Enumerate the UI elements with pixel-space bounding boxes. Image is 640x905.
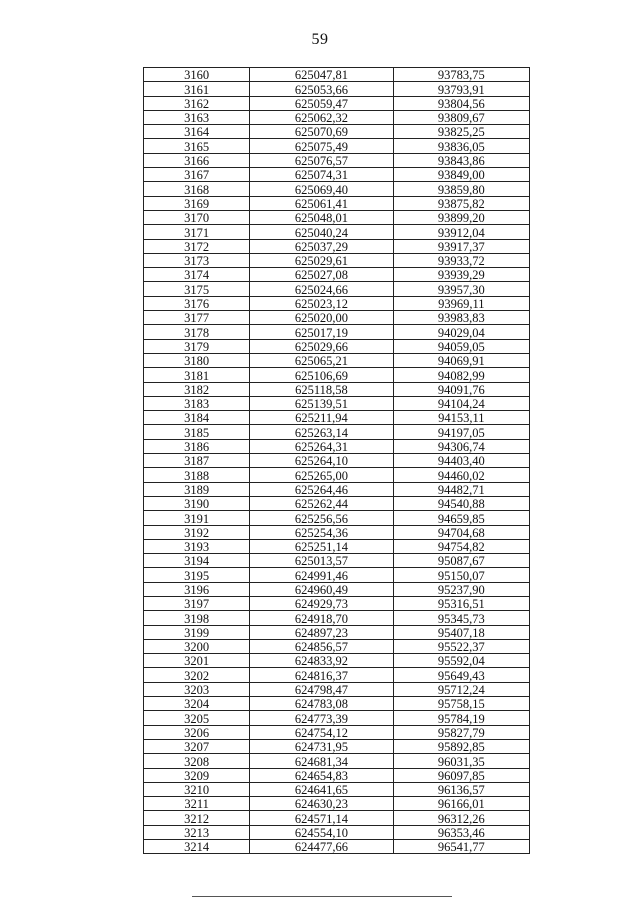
table-row <box>144 425 530 439</box>
point-number-cell: 3213 <box>144 825 250 839</box>
y-coordinate-cell: 93783,75 <box>393 68 529 82</box>
x-coordinate-cell: 625069,40 <box>250 182 393 196</box>
x-coordinate-cell: 625075,49 <box>250 139 393 153</box>
table-row <box>144 682 530 696</box>
table-row <box>144 654 530 668</box>
y-coordinate-cell: 95592,04 <box>393 654 529 668</box>
x-coordinate-cell: 624991,46 <box>250 568 393 582</box>
table-row <box>144 325 530 339</box>
point-number-cell: 3199 <box>144 625 250 639</box>
y-coordinate-cell: 96136,57 <box>393 782 529 796</box>
x-coordinate-cell: 625061,41 <box>250 196 393 210</box>
y-coordinate-cell: 96353,46 <box>393 825 529 839</box>
y-coordinate-cell: 95316,51 <box>393 596 529 610</box>
x-coordinate-cell: 625074,31 <box>250 168 393 182</box>
table-row <box>144 68 530 82</box>
point-number-cell: 3207 <box>144 739 250 753</box>
table-row <box>144 210 530 224</box>
table-row <box>144 525 530 539</box>
point-number-cell: 3174 <box>144 268 250 282</box>
table-row <box>144 139 530 153</box>
table-row <box>144 368 530 382</box>
y-coordinate-cell: 93875,82 <box>393 196 529 210</box>
x-coordinate-cell: 625037,29 <box>250 239 393 253</box>
point-number-cell: 3212 <box>144 811 250 825</box>
y-coordinate-cell: 94104,24 <box>393 396 529 410</box>
point-number-cell: 3180 <box>144 353 250 367</box>
point-number-cell: 3165 <box>144 139 250 153</box>
x-coordinate-cell: 625070,69 <box>250 125 393 139</box>
table-row <box>144 539 530 553</box>
y-coordinate-cell: 94059,05 <box>393 339 529 353</box>
point-number-cell: 3197 <box>144 596 250 610</box>
table-row <box>144 282 530 296</box>
table-row <box>144 711 530 725</box>
y-coordinate-cell: 94069,91 <box>393 353 529 367</box>
point-number-cell: 3208 <box>144 754 250 768</box>
y-coordinate-cell: 94482,71 <box>393 482 529 496</box>
table-row <box>144 739 530 753</box>
x-coordinate-cell: 625264,10 <box>250 454 393 468</box>
x-coordinate-cell: 625047,81 <box>250 68 393 82</box>
x-coordinate-cell: 625023,12 <box>250 296 393 310</box>
x-coordinate-cell: 624918,70 <box>250 611 393 625</box>
x-coordinate-cell: 625256,56 <box>250 511 393 525</box>
point-number-cell: 3177 <box>144 311 250 325</box>
x-coordinate-cell: 624798,47 <box>250 682 393 696</box>
x-coordinate-cell: 625053,66 <box>250 82 393 96</box>
y-coordinate-cell: 94082,99 <box>393 368 529 382</box>
x-coordinate-cell: 624960,49 <box>250 582 393 596</box>
y-coordinate-cell: 95827,79 <box>393 725 529 739</box>
point-number-cell: 3183 <box>144 396 250 410</box>
x-coordinate-cell: 625040,24 <box>250 225 393 239</box>
table-row <box>144 196 530 210</box>
x-coordinate-cell: 625065,21 <box>250 353 393 367</box>
x-coordinate-cell: 625262,44 <box>250 496 393 510</box>
table-row <box>144 725 530 739</box>
x-coordinate-cell: 624477,66 <box>250 840 393 854</box>
point-number-cell: 3178 <box>144 325 250 339</box>
point-number-cell: 3169 <box>144 196 250 210</box>
y-coordinate-cell: 93836,05 <box>393 139 529 153</box>
table-row <box>144 382 530 396</box>
table-row <box>144 582 530 596</box>
y-coordinate-cell: 96166,01 <box>393 797 529 811</box>
point-number-cell: 3166 <box>144 153 250 167</box>
x-coordinate-cell: 624654,83 <box>250 768 393 782</box>
point-number-cell: 3209 <box>144 768 250 782</box>
y-coordinate-cell: 94306,74 <box>393 439 529 453</box>
x-coordinate-cell: 625017,19 <box>250 325 393 339</box>
y-coordinate-cell: 96541,77 <box>393 840 529 854</box>
point-number-cell: 3170 <box>144 210 250 224</box>
x-coordinate-cell: 625139,51 <box>250 396 393 410</box>
y-coordinate-cell: 93825,25 <box>393 125 529 139</box>
point-number-cell: 3173 <box>144 253 250 267</box>
point-number-cell: 3160 <box>144 68 250 82</box>
y-coordinate-cell: 93957,30 <box>393 282 529 296</box>
x-coordinate-cell: 624681,34 <box>250 754 393 768</box>
point-number-cell: 3189 <box>144 482 250 496</box>
coordinates-table-body <box>144 68 530 854</box>
table-row <box>144 454 530 468</box>
x-coordinate-cell: 624641,65 <box>250 782 393 796</box>
table-row <box>144 797 530 811</box>
table-row <box>144 840 530 854</box>
table-row <box>144 511 530 525</box>
point-number-cell: 3194 <box>144 554 250 568</box>
table-row <box>144 596 530 610</box>
table-row <box>144 554 530 568</box>
point-number-cell: 3171 <box>144 225 250 239</box>
point-number-cell: 3181 <box>144 368 250 382</box>
bottom-rule <box>192 896 452 897</box>
x-coordinate-cell: 624929,73 <box>250 596 393 610</box>
y-coordinate-cell: 96312,26 <box>393 811 529 825</box>
point-number-cell: 3176 <box>144 296 250 310</box>
point-number-cell: 3172 <box>144 239 250 253</box>
page-number: 59 <box>311 31 329 48</box>
x-coordinate-cell: 624554,10 <box>250 825 393 839</box>
y-coordinate-cell: 94460,02 <box>393 468 529 482</box>
y-coordinate-cell: 93809,67 <box>393 110 529 124</box>
point-number-cell: 3186 <box>144 439 250 453</box>
x-coordinate-cell: 625265,00 <box>250 468 393 482</box>
point-number-cell: 3179 <box>144 339 250 353</box>
table-row <box>144 339 530 353</box>
y-coordinate-cell: 94197,05 <box>393 425 529 439</box>
x-coordinate-cell: 625106,69 <box>250 368 393 382</box>
y-coordinate-cell: 95150,07 <box>393 568 529 582</box>
x-coordinate-cell: 625264,31 <box>250 439 393 453</box>
point-number-cell: 3163 <box>144 110 250 124</box>
point-number-cell: 3206 <box>144 725 250 739</box>
x-coordinate-cell: 624783,08 <box>250 697 393 711</box>
y-coordinate-cell: 93917,37 <box>393 239 529 253</box>
table-row <box>144 253 530 267</box>
table-row <box>144 96 530 110</box>
point-number-cell: 3192 <box>144 525 250 539</box>
y-coordinate-cell: 93939,29 <box>393 268 529 282</box>
x-coordinate-cell: 624630,23 <box>250 797 393 811</box>
x-coordinate-cell: 625020,00 <box>250 311 393 325</box>
point-number-cell: 3196 <box>144 582 250 596</box>
table-row <box>144 811 530 825</box>
y-coordinate-cell: 95522,37 <box>393 639 529 653</box>
point-number-cell: 3164 <box>144 125 250 139</box>
table-row <box>144 496 530 510</box>
point-number-cell: 3185 <box>144 425 250 439</box>
point-number-cell: 3201 <box>144 654 250 668</box>
table-row <box>144 825 530 839</box>
point-number-cell: 3167 <box>144 168 250 182</box>
y-coordinate-cell: 94029,04 <box>393 325 529 339</box>
table-row <box>144 411 530 425</box>
x-coordinate-cell: 625029,66 <box>250 339 393 353</box>
y-coordinate-cell: 94540,88 <box>393 496 529 510</box>
x-coordinate-cell: 625118,58 <box>250 382 393 396</box>
point-number-cell: 3200 <box>144 639 250 653</box>
point-number-cell: 3190 <box>144 496 250 510</box>
table-row <box>144 754 530 768</box>
x-coordinate-cell: 625062,32 <box>250 110 393 124</box>
y-coordinate-cell: 95649,43 <box>393 668 529 682</box>
x-coordinate-cell: 625076,57 <box>250 153 393 167</box>
x-coordinate-cell: 624856,57 <box>250 639 393 653</box>
point-number-cell: 3191 <box>144 511 250 525</box>
point-number-cell: 3175 <box>144 282 250 296</box>
x-coordinate-cell: 625211,94 <box>250 411 393 425</box>
point-number-cell: 3205 <box>144 711 250 725</box>
y-coordinate-cell: 95087,67 <box>393 554 529 568</box>
y-coordinate-cell: 94153,11 <box>393 411 529 425</box>
x-coordinate-cell: 624833,92 <box>250 654 393 668</box>
table-row <box>144 625 530 639</box>
table-row <box>144 782 530 796</box>
table-row <box>144 296 530 310</box>
y-coordinate-cell: 93899,20 <box>393 210 529 224</box>
x-coordinate-cell: 624897,23 <box>250 625 393 639</box>
y-coordinate-cell: 93843,86 <box>393 153 529 167</box>
x-coordinate-cell: 625027,08 <box>250 268 393 282</box>
y-coordinate-cell: 95784,19 <box>393 711 529 725</box>
y-coordinate-cell: 94659,85 <box>393 511 529 525</box>
point-number-cell: 3187 <box>144 454 250 468</box>
table-row <box>144 353 530 367</box>
x-coordinate-cell: 625254,36 <box>250 525 393 539</box>
x-coordinate-cell: 625029,61 <box>250 253 393 267</box>
y-coordinate-cell: 93983,83 <box>393 311 529 325</box>
y-coordinate-cell: 94403,40 <box>393 454 529 468</box>
coordinates-table <box>143 67 530 854</box>
point-number-cell: 3214 <box>144 840 250 854</box>
y-coordinate-cell: 94754,82 <box>393 539 529 553</box>
y-coordinate-cell: 93969,11 <box>393 296 529 310</box>
x-coordinate-cell: 625263,14 <box>250 425 393 439</box>
y-coordinate-cell: 96097,85 <box>393 768 529 782</box>
point-number-cell: 3184 <box>144 411 250 425</box>
y-coordinate-cell: 95407,18 <box>393 625 529 639</box>
table-row <box>144 668 530 682</box>
y-coordinate-cell: 95758,15 <box>393 697 529 711</box>
table-row <box>144 239 530 253</box>
table-row <box>144 125 530 139</box>
x-coordinate-cell: 625048,01 <box>250 210 393 224</box>
x-coordinate-cell: 625059,47 <box>250 96 393 110</box>
y-coordinate-cell: 94704,68 <box>393 525 529 539</box>
point-number-cell: 3202 <box>144 668 250 682</box>
table-row <box>144 697 530 711</box>
table-row <box>144 82 530 96</box>
table-row <box>144 468 530 482</box>
point-number-cell: 3204 <box>144 697 250 711</box>
x-coordinate-cell: 625024,66 <box>250 282 393 296</box>
x-coordinate-cell: 625013,57 <box>250 554 393 568</box>
table-row <box>144 225 530 239</box>
y-coordinate-cell: 93793,91 <box>393 82 529 96</box>
y-coordinate-cell: 93933,72 <box>393 253 529 267</box>
y-coordinate-cell: 96031,35 <box>393 754 529 768</box>
table-row <box>144 110 530 124</box>
x-coordinate-cell: 625264,46 <box>250 482 393 496</box>
x-coordinate-cell: 624571,14 <box>250 811 393 825</box>
point-number-cell: 3195 <box>144 568 250 582</box>
x-coordinate-cell: 624731,95 <box>250 739 393 753</box>
point-number-cell: 3211 <box>144 797 250 811</box>
x-coordinate-cell: 624754,12 <box>250 725 393 739</box>
y-coordinate-cell: 94091,76 <box>393 382 529 396</box>
y-coordinate-cell: 93849,00 <box>393 168 529 182</box>
point-number-cell: 3162 <box>144 96 250 110</box>
x-coordinate-cell: 624816,37 <box>250 668 393 682</box>
y-coordinate-cell: 95345,73 <box>393 611 529 625</box>
point-number-cell: 3188 <box>144 468 250 482</box>
table-row <box>144 182 530 196</box>
table-row <box>144 311 530 325</box>
table-row <box>144 153 530 167</box>
table-row <box>144 768 530 782</box>
y-coordinate-cell: 93859,80 <box>393 182 529 196</box>
table-row <box>144 439 530 453</box>
table-row <box>144 396 530 410</box>
y-coordinate-cell: 95712,24 <box>393 682 529 696</box>
y-coordinate-cell: 93804,56 <box>393 96 529 110</box>
y-coordinate-cell: 93912,04 <box>393 225 529 239</box>
point-number-cell: 3161 <box>144 82 250 96</box>
point-number-cell: 3182 <box>144 382 250 396</box>
point-number-cell: 3203 <box>144 682 250 696</box>
table-row <box>144 482 530 496</box>
point-number-cell: 3198 <box>144 611 250 625</box>
point-number-cell: 3193 <box>144 539 250 553</box>
y-coordinate-cell: 95892,85 <box>393 739 529 753</box>
table-row <box>144 568 530 582</box>
table-row <box>144 168 530 182</box>
point-number-cell: 3168 <box>144 182 250 196</box>
y-coordinate-cell: 95237,90 <box>393 582 529 596</box>
x-coordinate-cell: 625251,14 <box>250 539 393 553</box>
table-row <box>144 268 530 282</box>
x-coordinate-cell: 624773,39 <box>250 711 393 725</box>
point-number-cell: 3210 <box>144 782 250 796</box>
table-row <box>144 639 530 653</box>
table-row <box>144 611 530 625</box>
